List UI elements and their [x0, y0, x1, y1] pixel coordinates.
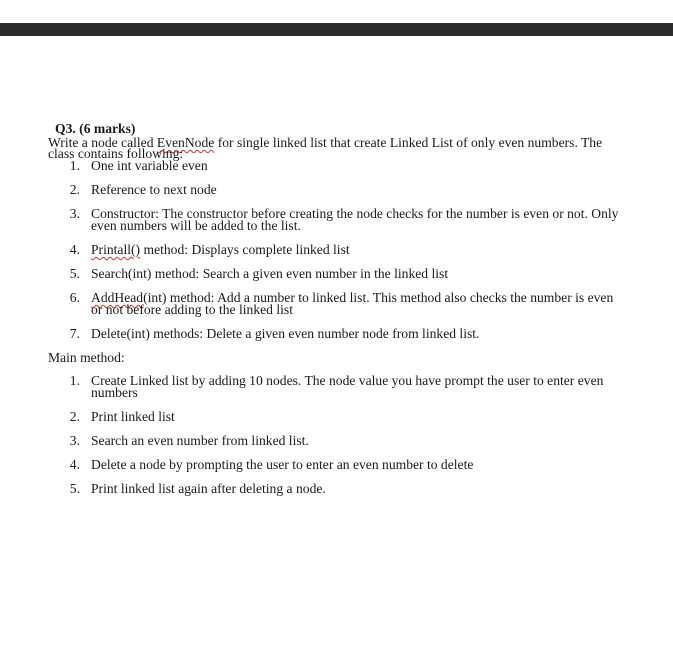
list-item-text-line1: Constructor: The constructor before creating the node checks for the number is even or not. Only: [91, 206, 619, 221]
list-item-number: 1.: [69, 373, 80, 388]
question-intro-line1: Write a node called EvenNode for single linked list that create Linked List of only even numbers. The: [48, 135, 603, 150]
question-heading: Q3. (6 marks): [55, 121, 136, 136]
list-item-number: 4.: [69, 457, 80, 472]
list-item-text: One int variable even: [91, 158, 208, 173]
list-item-text: Reference to next node: [91, 182, 217, 197]
list-item-number: 3.: [69, 206, 80, 221]
list-item-text-line2: or not before adding to the linked list: [91, 302, 293, 317]
list-item-text-line1: Create Linked list by adding 10 nodes. The node value you have prompt the user to enter even: [91, 373, 604, 388]
list-item-text: Search an even number from linked list.: [91, 433, 309, 448]
list-item-text: Delete a node by prompting the user to enter an even number to delete: [91, 457, 474, 472]
list-item-text: Print linked list again after deleting a node.: [91, 481, 326, 496]
method-name-printall: Printall(): [91, 242, 141, 257]
main-method-heading: Main method:: [48, 350, 125, 365]
list-item-number: 6.: [69, 290, 80, 305]
list-item-number: 1.: [69, 158, 80, 173]
list-item-number: 2.: [69, 409, 80, 424]
list-item-number: 7.: [69, 326, 80, 341]
list-item-text: Delete(int) methods: Delete a given even number node from linked list.: [91, 326, 480, 341]
list-item-text-line2: numbers: [91, 385, 138, 400]
method-name-addhead: AddHead: [91, 290, 144, 305]
class-name-evennode: EvenNode: [156, 135, 215, 150]
list-item-number: 2.: [69, 182, 80, 197]
list-item-text-line1: AddHead(int) method: Add a number to linked list. This method also checks the number is even: [91, 290, 614, 305]
list-item-number: 3.: [69, 433, 80, 448]
list-item-number: 5.: [69, 266, 80, 281]
list-item-number: 5.: [69, 481, 80, 496]
list-item-number: 4.: [69, 242, 80, 257]
list-item-text: Print linked list: [91, 409, 175, 424]
list-item-text: Search(int) method: Search a given even number in the linked list: [91, 266, 449, 281]
question-intro-line2: class contains following:: [48, 146, 184, 161]
list-item-text-line2: even numbers will be added to the list.: [91, 218, 301, 233]
list-item-text: Printall() method: Displays complete linked list: [91, 242, 350, 257]
